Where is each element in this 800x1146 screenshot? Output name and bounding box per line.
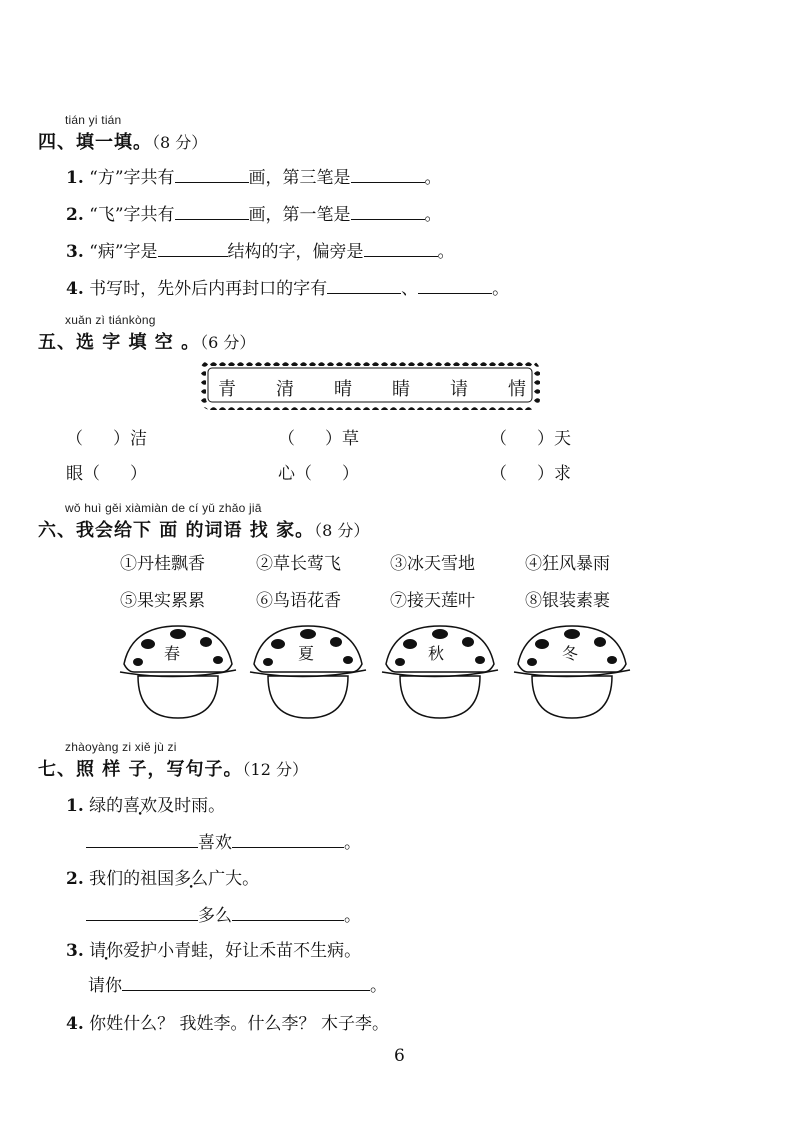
s4-q3-blank-1[interactable] xyxy=(158,242,228,257)
s4-q3-num: 3. xyxy=(66,242,84,262)
s4-heading-text: 四、填一填。 xyxy=(38,132,152,153)
s5-item-3-post: 天 xyxy=(554,429,571,449)
s7-q2-blank-2[interactable] xyxy=(232,906,344,921)
s5-heading-text: 五、选 字 填 空 。 xyxy=(38,332,201,353)
s7-q2-dotted: 多么 xyxy=(174,869,209,889)
s7-q3-text-b: 爱护小青蛙，好让禾苗不生病。 xyxy=(123,941,362,961)
mushroom-house-summer[interactable] xyxy=(248,622,368,722)
s7-score: （12 分） xyxy=(242,760,308,779)
s4-q3-text-b: 结构的字，偏旁是 xyxy=(227,242,364,262)
s4-q1 xyxy=(66,167,442,189)
season-label: 冬 xyxy=(562,644,579,663)
phrase-option[interactable]: ③冰天雪地 xyxy=(390,554,475,574)
s5-pinyin: xuǎn zì tiánkòng xyxy=(65,313,156,327)
s7-q1-blank-2[interactable] xyxy=(232,833,344,848)
s6-heading-text: 六、我会给下 面 的词语 找 家。 xyxy=(38,520,315,541)
s4-heading xyxy=(38,128,207,154)
s7-q2-end: 。 xyxy=(344,906,361,926)
mushroom-house-spring[interactable] xyxy=(118,622,238,722)
season-label: 夏 xyxy=(298,644,315,663)
phrase-option[interactable]: ①丹桂飘香 xyxy=(120,554,205,574)
phrase-option[interactable]: ⑧银装素裹 xyxy=(525,591,610,611)
s7-q4 xyxy=(66,1013,389,1035)
s4-q1-text-b: 画，第三笔是 xyxy=(248,168,351,188)
s7-q2-answer xyxy=(86,905,361,927)
s4-q1-num: 1. xyxy=(66,168,84,188)
s7-q1-num: 1. xyxy=(66,796,84,816)
s5-item-4-mid: ） xyxy=(130,464,147,484)
s5-item-6-pre: （ xyxy=(490,464,507,484)
s4-q2-text-a: “飞”字共有 xyxy=(89,205,175,225)
s5-item-2-mid: ） xyxy=(325,429,342,449)
mushroom-house-autumn[interactable] xyxy=(380,622,500,722)
s5-item-1-post: 洁 xyxy=(130,429,147,449)
s7-q2 xyxy=(66,868,259,890)
s7-q4-text: 你姓什么？ 我姓李。什么李？ 木子李。 xyxy=(89,1014,389,1034)
s4-q1-text-c: 。 xyxy=(424,168,442,188)
s4-q2-text-c: 。 xyxy=(424,205,442,225)
s4-q4-num: 4. xyxy=(66,279,84,299)
s7-q1-mid: 喜欢 xyxy=(198,833,232,853)
s5-item-1[interactable] xyxy=(66,428,147,450)
s5-item-5-pre: 心（ xyxy=(278,464,312,484)
s7-q1-text-b: 及时雨。 xyxy=(157,796,226,816)
s4-score: （8 分） xyxy=(152,133,208,152)
s6-pinyin: wǒ huì gěi xiàmiàn de cí yǔ zhǎo jiā xyxy=(65,501,262,515)
s7-q1-text-a: 绿的 xyxy=(89,796,124,816)
s4-q1-text-a: “方”字共有 xyxy=(89,168,175,188)
s5-item-5-mid: ） xyxy=(342,464,359,484)
s5-item-5[interactable] xyxy=(278,463,359,485)
s7-pinyin: zhàoyàng zi xiě jù zi xyxy=(65,740,177,754)
s4-q4 xyxy=(66,278,509,300)
s5-item-3-pre: （ xyxy=(490,429,507,449)
s7-q3 xyxy=(66,940,361,962)
s4-q2-num: 2. xyxy=(66,205,84,225)
mushroom-house-winter[interactable] xyxy=(512,622,632,722)
s7-q1-end: 。 xyxy=(344,833,361,853)
s7-q1-dotted: 喜欢 xyxy=(123,796,158,816)
char-option[interactable]: 青 xyxy=(218,379,236,400)
s5-item-3[interactable] xyxy=(490,428,571,450)
s6-score: （8 分） xyxy=(314,521,370,540)
s5-score: （6 分） xyxy=(200,333,256,352)
s5-item-4-pre: 眼（ xyxy=(66,464,100,484)
s4-q2-blank-1[interactable] xyxy=(175,205,249,220)
s7-q2-num: 2. xyxy=(66,869,84,889)
s7-q1 xyxy=(66,795,225,817)
s6-heading xyxy=(38,516,369,542)
char-option[interactable]: 清 xyxy=(276,379,294,400)
s7-q2-blank-1[interactable] xyxy=(86,906,198,921)
s7-q3-num: 3. xyxy=(66,941,84,961)
word-box-border xyxy=(200,360,540,410)
s5-item-1-mid: ） xyxy=(113,429,130,449)
s4-q4-text-b: 、 xyxy=(401,279,419,299)
s4-q2-text-b: 画，第一笔是 xyxy=(248,205,351,225)
s7-q1-blank-1[interactable] xyxy=(86,833,198,848)
s7-q3-blank[interactable] xyxy=(122,976,370,991)
s7-q1-answer xyxy=(86,832,361,854)
s7-q3-end: 。 xyxy=(370,976,387,996)
phrase-option[interactable]: ⑤果实累累 xyxy=(120,591,205,611)
phrase-option[interactable]: ⑥鸟语花香 xyxy=(256,591,341,611)
s5-item-2-pre: （ xyxy=(278,429,295,449)
char-option[interactable]: 晴 xyxy=(334,379,352,400)
s5-item-1-pre: （ xyxy=(66,429,83,449)
s5-item-4[interactable] xyxy=(66,463,147,485)
s7-heading xyxy=(38,755,308,781)
s5-item-2-post: 草 xyxy=(342,429,359,449)
s7-q3-start: 请你 xyxy=(88,976,122,996)
s5-item-6[interactable] xyxy=(490,463,571,485)
s7-q4-num: 4. xyxy=(66,1014,84,1034)
char-option[interactable]: 请 xyxy=(450,379,468,400)
s5-item-2[interactable] xyxy=(278,428,359,450)
s7-q3-answer xyxy=(88,975,387,997)
s4-q3 xyxy=(66,241,455,263)
phrase-option[interactable]: ②草长莺飞 xyxy=(256,554,341,574)
phrase-option[interactable]: ④狂风暴雨 xyxy=(525,554,610,574)
s4-q4-blank-2[interactable] xyxy=(418,279,492,294)
s5-item-6-mid: ） xyxy=(537,464,554,484)
phrase-option[interactable]: ⑦接天莲叶 xyxy=(390,591,475,611)
s5-item-3-mid: ） xyxy=(537,429,554,449)
s7-q2-text-b: 广大。 xyxy=(208,869,260,889)
s4-q1-blank-1[interactable] xyxy=(175,168,249,183)
s5-heading xyxy=(38,328,255,354)
s7-heading-text: 七、照 样 子，写句子。 xyxy=(38,759,243,780)
s4-q2 xyxy=(66,204,442,226)
char-option[interactable]: 情 xyxy=(508,379,526,400)
s7-q2-mid: 多么 xyxy=(198,906,232,926)
s4-q4-blank-1[interactable] xyxy=(327,279,401,294)
page-number: 6 xyxy=(394,1046,405,1066)
s5-item-6-post: 求 xyxy=(554,464,571,484)
s4-q3-blank-2[interactable] xyxy=(364,242,438,257)
season-label: 春 xyxy=(164,644,181,663)
s4-q4-text-a: 书写时，先外后内再封口的字有 xyxy=(89,279,328,299)
s4-pinyin: tián yi tián xyxy=(65,113,122,127)
char-option[interactable]: 睛 xyxy=(392,379,410,400)
season-label: 秋 xyxy=(428,644,445,663)
s4-q3-text-a: “病”字是 xyxy=(89,242,158,262)
s7-q3-dotted: 请你 xyxy=(89,941,124,961)
s4-q3-text-c: 。 xyxy=(437,242,455,262)
s4-q4-text-c: 。 xyxy=(492,279,510,299)
s4-q1-blank-2[interactable] xyxy=(351,168,425,183)
s7-q2-text-a: 我们的祖国 xyxy=(89,869,175,889)
s4-q2-blank-2[interactable] xyxy=(351,205,425,220)
